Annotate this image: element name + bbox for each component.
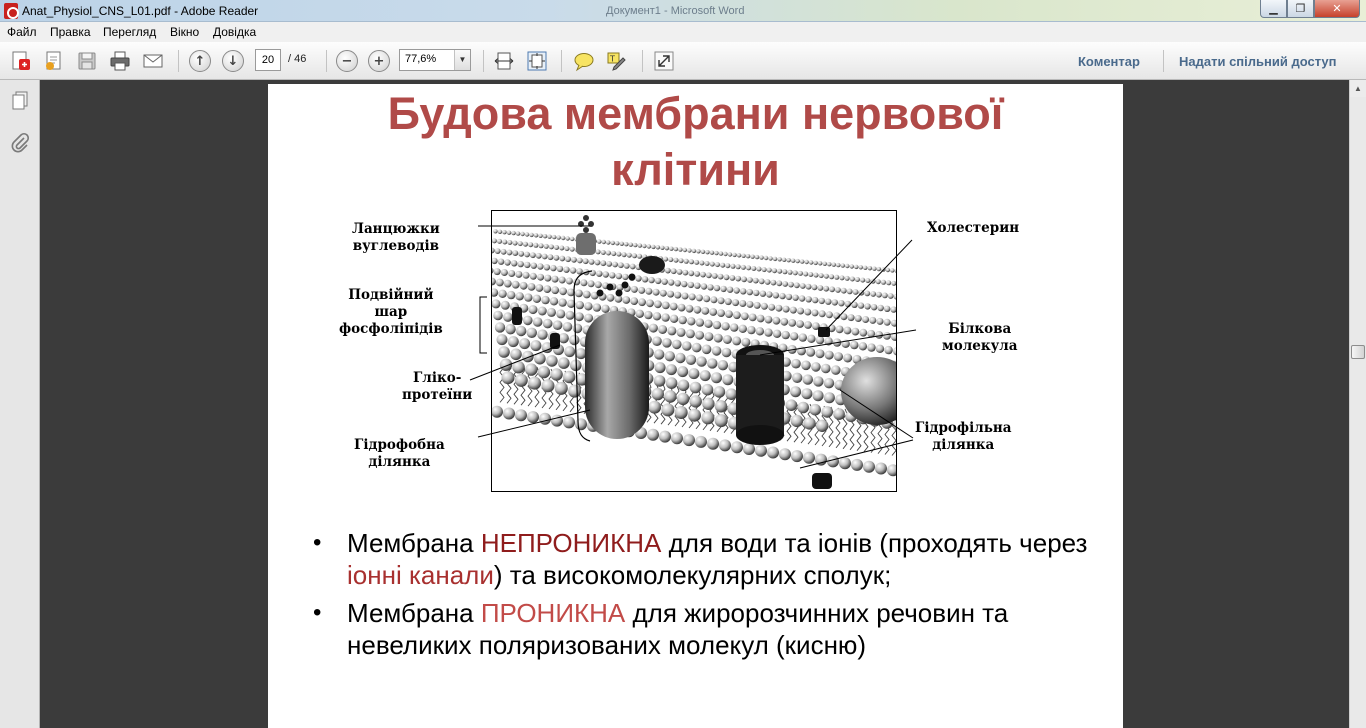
menu-help[interactable]: Довідка xyxy=(213,25,257,39)
share-tab[interactable]: Надати спільний доступ xyxy=(1179,54,1337,69)
slide-title-line-2: клітини xyxy=(611,144,780,195)
bullet-item-impermeable: • Мембрана НЕПРОНИКНА для води та іонів (проходять через іонні канали) та високомолекулярних сполук; xyxy=(313,528,1088,590)
menu-window[interactable]: Вікно xyxy=(170,25,200,39)
comment-tab[interactable]: Коментар xyxy=(1078,54,1140,69)
window-title: Anat_Physiol_CNS_L01.pdf - Adobe Reader xyxy=(22,4,259,18)
dropdown-arrow-icon[interactable]: ▼ xyxy=(454,50,470,70)
label-hydrophobic-region: Гідрофобна ділянка xyxy=(354,437,445,470)
menu-file[interactable]: Файл xyxy=(7,25,37,39)
page-total: / 46 xyxy=(288,53,307,65)
label-cholesterol: Холестерин xyxy=(927,220,1020,236)
leader-cholesterol xyxy=(826,240,912,330)
menu-view[interactable]: Перегляд xyxy=(103,25,157,39)
page-number-input[interactable]: 20 xyxy=(255,49,281,71)
scroll-up-icon[interactable]: ▲ xyxy=(1350,80,1366,97)
close-button[interactable]: ✕ xyxy=(1314,0,1360,18)
restore-button[interactable]: ❐ xyxy=(1287,0,1314,18)
minus-icon: − xyxy=(336,50,358,72)
highlight-permeable: ПРОНИКНА xyxy=(480,598,626,628)
leader-protein xyxy=(760,330,916,355)
arrow-down-icon: ↓ xyxy=(222,50,244,72)
bullet-item-permeable: • Мембрана ПРОНИКНА для жиророзчинних речовин та невеликих поляризованих молекул (кисню) xyxy=(313,598,1009,660)
menu-edit[interactable]: Правка xyxy=(50,25,91,39)
background-window-title: Документ1 - Microsoft Word xyxy=(606,5,745,17)
bullet-symbol: • xyxy=(313,599,322,626)
slide-title-line-1: Будова мембрани нервової xyxy=(387,88,1004,139)
highlight-ion-channels: іонні канали xyxy=(347,560,494,590)
arrow-up-icon: ↑ xyxy=(189,50,211,72)
label-hydrophilic-region: Гідрофільна ділянка xyxy=(915,420,1012,453)
bullet-symbol: • xyxy=(313,529,322,556)
minimize-button[interactable]: ▁ xyxy=(1260,0,1287,18)
zoom-value: 77,6% xyxy=(405,53,437,65)
leader-hydrophilic-lower xyxy=(800,440,913,468)
highlight-impermeable: НЕПРОНИКНА xyxy=(480,528,662,558)
label-protein-molecule: Білкова молекула xyxy=(942,321,1018,354)
label-carbohydrate-chains: Ланцюжки вуглеводів xyxy=(352,221,440,254)
leader-hydrophilic-upper xyxy=(840,390,913,438)
bracket-bilayer xyxy=(480,297,487,353)
label-phospholipid-bilayer: Подвійний шар фосфоліпідів xyxy=(339,287,443,337)
plus-icon: + xyxy=(368,50,390,72)
scroll-thumb[interactable] xyxy=(1351,345,1365,359)
label-glycoproteins: Гліко- протеїни xyxy=(402,370,473,403)
bullet-list xyxy=(311,527,1101,667)
svg-text:T: T xyxy=(610,54,615,64)
leader-glycoproteins xyxy=(470,345,560,380)
vertical-scrollbar[interactable] xyxy=(1349,80,1366,728)
leader-hydrophobic xyxy=(478,410,590,437)
